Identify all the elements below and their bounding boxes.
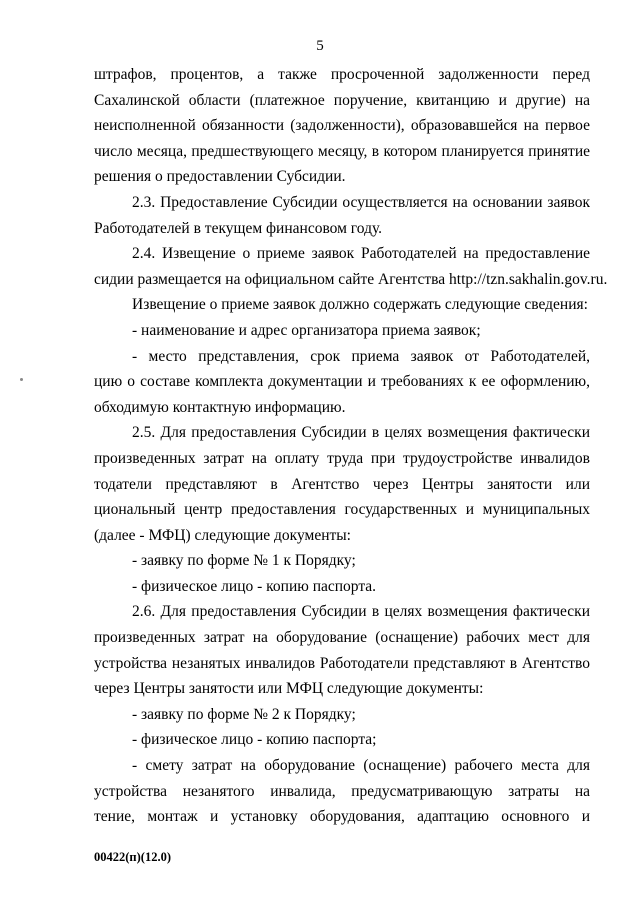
text-line: сидии размещается на официальном сайте Агентства http://tzn.sakhalin.gov.ru. (94, 270, 608, 288)
list-item: - физическое лицо - копию паспорта. (132, 577, 377, 595)
text-line: обходимую контактную информацию. (94, 398, 346, 416)
text-line: штрафов, процентов, а также просроченной задолженности перед (94, 66, 590, 83)
text-line: Работодателей в текущем финансовом году. (94, 219, 383, 237)
text-line: решения о предоставлении Субсидии. (94, 168, 346, 186)
document-code: 00422(п)(12.0) (94, 850, 171, 864)
text-line: через Центры занятости или МФЦ следующие документы: (94, 680, 484, 698)
paragraph-2-5-start: 2.5. Для предоставления Субсидии в целях возмещения фактически (132, 424, 590, 442)
text-line: (далее - МФЦ) следующие документы: (94, 526, 351, 544)
list-item: - смету затрат на оборудование (оснащение) рабочего места для (132, 757, 590, 775)
list-item: - место представления, срок приема заявок от Работодателей, (132, 347, 590, 365)
list-item: - физическое лицо - копию паспорта; (132, 731, 377, 749)
text-line: произведенных затрат на оплату труда при трудоустройстве инвалидов (94, 449, 590, 467)
paragraph-2-3-start: 2.3. Предоставление Субсидии осуществляется на основании заявок (132, 193, 590, 211)
paragraph-2-4-start: 2.4. Извещение о приеме заявок Работодателей на предоставление (132, 245, 590, 263)
text-line: устройства незанятого инвалида, предусматривающую затраты на (94, 782, 590, 800)
text-line: Извещение о приеме заявок должно содержать следующие сведения: (132, 296, 588, 314)
text-line: произведенных затрат на оборудование (оснащение) рабочих мест для (94, 629, 590, 647)
text-line: цию о составе комплекта документации и требованиях к ее оформлению, (94, 373, 590, 391)
scan-dot-mark (20, 378, 23, 381)
text-line: неисполненной обязанности (задолженности), образовавшейся на первое (94, 117, 590, 135)
text-line: Сахалинской области (платежное поручение, квитанцию и другие) на (94, 91, 590, 109)
list-item: - заявку по форме № 1 к Порядку; (132, 552, 356, 570)
text-line: циональный центр предоставления государственных и муниципальных (94, 501, 590, 519)
page-number: 5 (316, 38, 324, 54)
list-item: - наименование и адрес организатора приема заявок; (132, 321, 481, 339)
document-body (94, 62, 608, 830)
text-line: устройства незанятых инвалидов Работодатели представляют в Агентство (94, 654, 590, 672)
list-item: - заявку по форме № 2 к Порядку; (132, 705, 356, 723)
text-line: тодатели представляют в Агентство через Центры занятости или (94, 475, 590, 493)
text-line: тение, монтаж и установку оборудования, адаптацию основного и (94, 808, 590, 826)
paragraph-2-6-start: 2.6. Для предоставления Субсидии в целях возмещения фактически (132, 603, 590, 621)
text-line: число месяца, предшествующего месяцу, в котором планируется принятие (94, 142, 590, 160)
